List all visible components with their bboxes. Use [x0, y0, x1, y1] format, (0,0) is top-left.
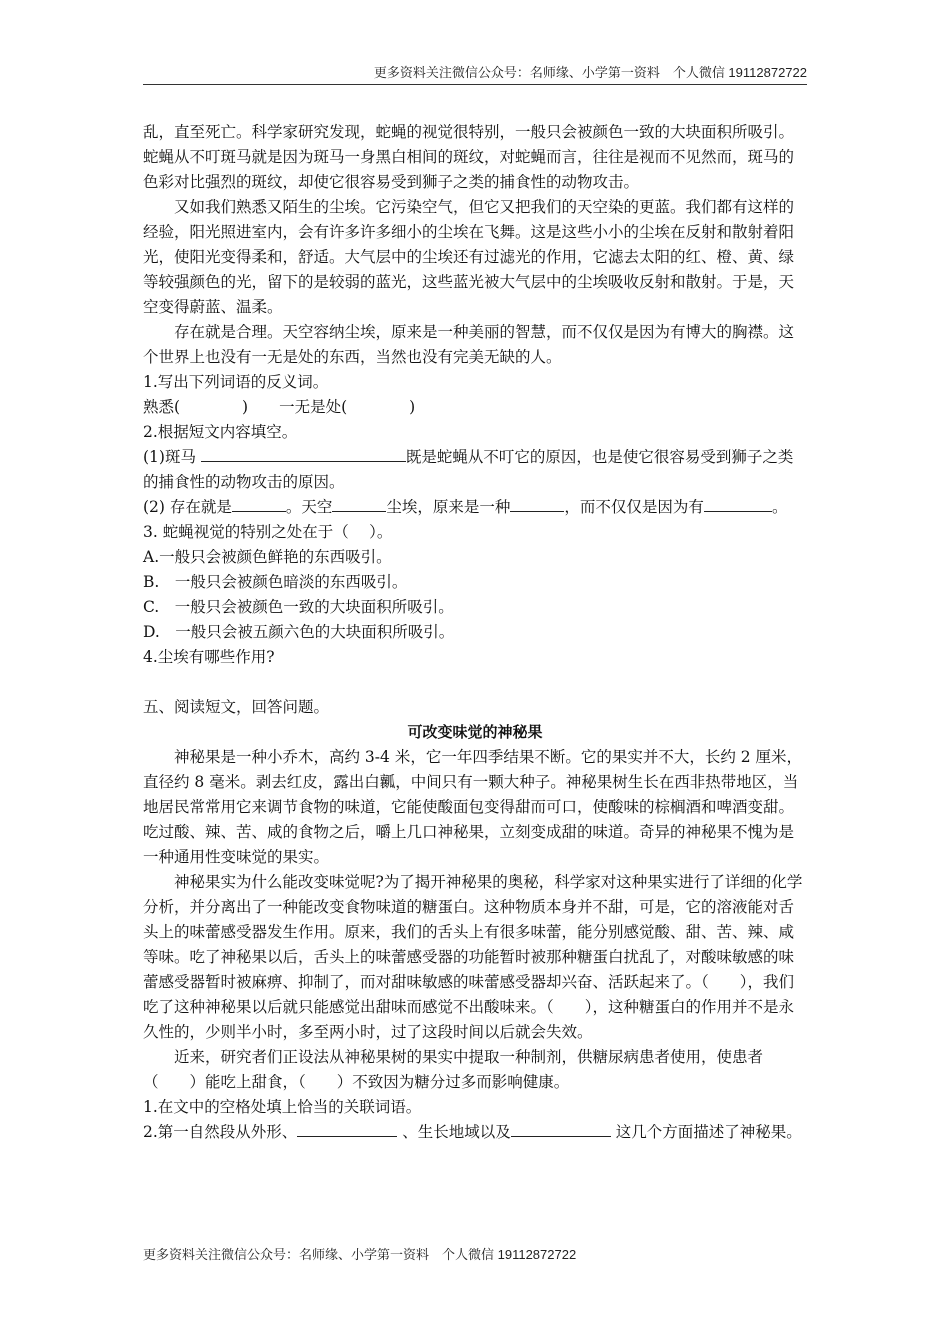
question-3-option-b: B. 一般只会被颜色暗淡的东西吸引。: [143, 573, 408, 591]
question-2b-text: 。: [771, 498, 788, 516]
question-4: 4.尘埃有哪些作用?: [143, 648, 275, 666]
answer-blank[interactable]: [758, 495, 772, 512]
section5-question-2-text: 这几个方面描述了神秘果。: [615, 1123, 802, 1141]
passage1-para1: 乱，直至死亡。科学家研究发现，蛇蝇的视觉很特别，一般只会被颜色一致的大块面积所吸引。蛇蝇从不叮斑马就是因为斑马一身黑白相间的斑纹，对蛇蝇而言，往往是视而不见然而，斑马的色彩对比强烈的斑纹，却使它很容易受到狮子之类的捕食性的动物攻击。: [143, 123, 795, 191]
question-3: 3. 蛇蝇视觉的特别之处在于（ ）。: [143, 523, 393, 541]
answer-blank[interactable]: [201, 445, 406, 462]
answer-blank[interactable]: [297, 1120, 397, 1137]
answer-blank[interactable]: [232, 495, 286, 512]
section5-question-2: [143, 1120, 807, 1145]
answer-blank[interactable]: [332, 495, 386, 512]
section5-title: 可改变味觉的神秘果: [407, 724, 543, 741]
question-3-option-d: D. 一般只会被五颜六色的大块面积所吸引。: [143, 623, 455, 641]
page-header: 更多资料关注微信公众号：名师缘、小学第一资料 个人微信 19112872722: [373, 65, 807, 80]
section5-question-2-text: 、生长地域以及: [402, 1123, 511, 1141]
answer-blank[interactable]: [511, 1120, 611, 1137]
passage1-para2: 又如我们熟悉又陌生的尘埃。它污染空气，但它又把我们的天空染的更蓝。我们都有这样的经验，阳光照进室内，会有许多许多细小的尘埃在飞舞。这是这些小小的尘埃在反射和散射着阳光，使阳光变得柔和，舒适。大气层中的尘埃还有过滤光的作用，它滤去太阳的红、橙、黄、绿等较强颜色的光，留下的是较弱的蓝光，这些蓝光被大气层中的尘埃吸收反射和散射。于是，天空变得蔚蓝、温柔。: [143, 198, 795, 316]
question-3-option-a: A.一般只会被颜色鲜艳的东西吸引。: [143, 548, 392, 566]
section5-para3: 近来，研究者们正设法从神秘果树的果实中提取一种制剂，供糖尿病患者使用，使患者（ ）能吃上甜食，（ ）不致因为糖分过多而影响健康。: [143, 1048, 764, 1091]
question-1-items: 熟悉( ) 一无是处( ): [143, 398, 416, 416]
question-1: 1.写出下列词语的反义词。: [143, 373, 329, 391]
header-rule: [143, 84, 807, 85]
question-2a-suffix: 既是蛇蝇从不叮它的原因，也是使它很容易受到狮子之类的捕食性的动物攻击的原因。: [143, 448, 794, 491]
question-2a-prefix: (1)斑马: [143, 448, 196, 466]
answer-blank[interactable]: [704, 495, 758, 512]
document-body: [143, 120, 807, 1145]
question-2: 2.根据短文内容填空。: [143, 423, 298, 441]
question-2b-text: 尘埃，原来是一种: [386, 498, 511, 516]
question-2a: [143, 445, 807, 495]
section-spacer: [143, 670, 807, 695]
page-footer: 更多资料关注微信公众号：名师缘、小学第一资料 个人微信 19112872722: [143, 1247, 577, 1262]
section5-heading: 五、阅读短文，回答问题。: [143, 698, 330, 716]
answer-blank[interactable]: [510, 495, 564, 512]
question-3-option-c: C. 一般只会被颜色一致的大块面积所吸引。: [143, 598, 454, 616]
passage1-para3: 存在就是合理。天空容纳尘埃，原来是一种美丽的智慧，而不仅仅是因为有博大的胸襟。这个世界上也没有一无是处的东西，当然也没有完美无缺的人。: [143, 323, 795, 366]
question-2b-text: (2) 存在就是: [143, 498, 232, 516]
section5-question-2-text: 2.第一自然段从外形、: [143, 1123, 298, 1141]
section5-question-1: 1.在文中的空格处填上恰当的关联词语。: [143, 1098, 422, 1116]
section5-para2: 神秘果实为什么能改变味觉呢?为了揭开神秘果的奥秘，科学家对这种果实进行了详细的化学分析，并分离出了一种能改变食物味道的糖蛋白。这种物质本身并不甜，可是，它的溶液能对舌头上的味蕾感受器发生作用。原来，我们的舌头上有很多味蕾，能分别感觉酸、甜、苦、辣、咸等味。吃了神秘果以后，舌头上的味蕾感受器的功能暂时被那种糖蛋白扰乱了，对酸味敏感的味蕾感受器暂时被麻痹、抑制了，而对甜味敏感的味蕾感受器却兴奋、活跃起来了。（ ），我们吃了这种神秘果以后就只能感觉出甜味而感觉不出酸味来。（ ），这种糖蛋白的作用并不是永久性的，少则半小时，多至两小时，过了这段时间以后就会失效。: [143, 873, 803, 1041]
question-2b: [143, 495, 807, 520]
question-2b-text: ，而不仅仅是因为有: [564, 498, 704, 516]
section5-para1: 神秘果是一种小乔木，高约 3-4 米，它一年四季结果不断。它的果实并不大，长约 2 厘米，直径约 8 毫米。剥去红皮，露出白瓤，中间只有一颗大种子。神秘果树生长在西非热带地区，当地居民常常用它来调节食物的味道，它能使酸面包变得甜而可口，使酸味的棕榈酒和啤酒变甜。吃过酸、辣、苦、咸的食物之后，嚼上几口神秘果，立刻变成甜的味道。奇异的神秘果不愧为是一种通用性变味觉的果实。: [143, 748, 803, 866]
question-2b-text: 。天空: [285, 498, 333, 516]
